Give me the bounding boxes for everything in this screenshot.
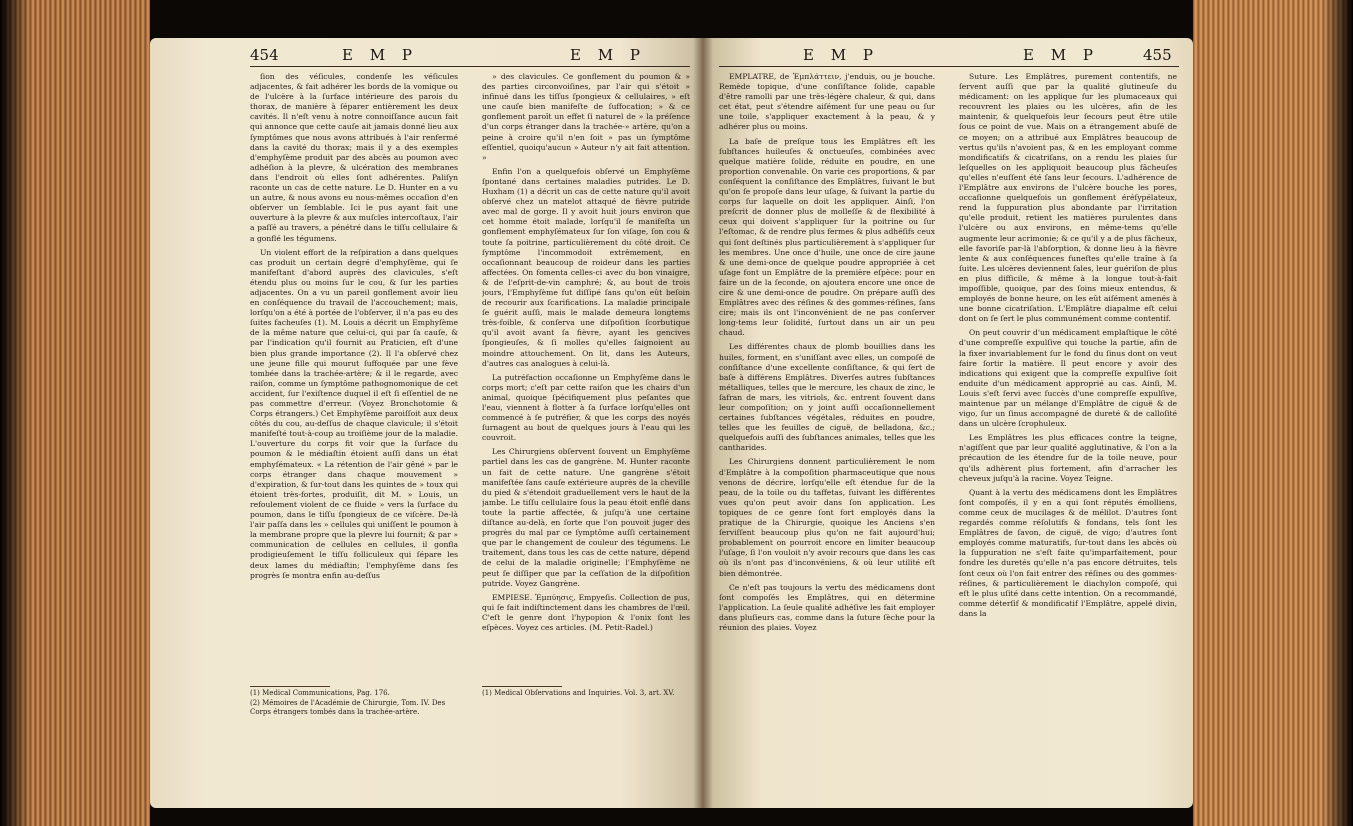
paragraph: Les Emplâtres les plus efficaces contre la teigne, n'agiſſent que par leur qualité agglutinative, & l'on a la précaution de les étendre ſur de la toile neuve, pour qu'ils adhèrent plus fortement, afin d'arracher les cheveux juſqu'à la racine. Voyez Teigne. [959,433,1177,483]
paragraph: Suture. Les Emplâtres, purement contentifs, ne ſervent auſſi que par la qualité glutineuſe du médicament: on les applique ſur les plumaceaux qui recouvrent les plaies ou les ulcères, afin de les maintenir, & quelquefois leur ſecours peut être utile ſous ce point de vue. Mais on a étrangement abuſé de ce moyen; on a attribué aux Emplâtres beaucoup de vertus qu'ils n'avoient pas, & en les employant comme mondificatifs & cicatriſans, on a rendu les plaies ſur leſquelles on les appliquoit beaucoup plus fâcheuſes qu'elles n'euſſent été ſans leur ſecours. L'adhérence de l'Emplâtre aux environs de l'ulcère bouche les pores, occaſionne quelquefois un gonflement éréſypélateux, rend la ſuppuration plus abondante par l'irritation qu'elle produit, retient les matières purulentes dans l'ulcère ou aux environs, en même-tems qu'elle augmente leur acrimonie; & ce qu'il y a de plus fâcheux, elle favoriſe par-là l'abſorption, & donne lieu à la fièvre lente & aux conſéquences funeſtes qu'elle traîne à ſa ſuite. Les ulcères deviennent ſales, leur guériſon de plus en plus difficile, & même à la longue tout-à-fait impoſſible, quoique, par des ſoins mieux entendus, & employés de bonne heure, on les eût aiſément amenés à une bonne cicatriſation. L'Emplâtre diapalme eſt celui dont on ſe ſert le plus communément comme contentif. [959,72,1177,324]
right-edge-shadow [1323,0,1353,826]
book-gutter [693,38,713,808]
paragraph: Quant à la vertu des médicamens dont les Emplâtres ſont compoſés, il y en a qui ſont réputés émolliens, comme ceux de mucilages & de mélilot. D'autres ſont regardés comme réſolutifs & fondans, tels ſont les Emplâtres de ſavon, de ciguë, de vigo; d'autres ſont employés comme maturatifs, ſur-tout dans les abcès où la ſuppuration ne s'eſt faite qu'imparfaitement, pour fondre les duretés qu'elle n'a pas encore détruites, tels ſont ceux où l'on fait entrer des réſines ou des gommes-réſines, & particulièrement le diachylon compoſé, qui eſt le plus uſité dans cette intention. On a recommandé, comme déterſif & mondificatif l'Emplâtre, appelé divin, dans la [959,487,1177,618]
paragraph: On peut couvrir d'un médicament emplaſtique le côté d'une compreſſe expulſive qui touche la partie, afin de la fixer invariablement ſur le fond du ſinus dont on veut faire ſortir la matière. Il peut encore y avoir des indications qui exigent que la compreſſe expulſive ſoit enduite d'un médicament approprié au cas. Ainſi, M. Louis s'eſt ſervi avec ſuccès d'une compreſſe expulſive, maintenue par un mélange d'Emplâtre de ciguë & de vigo, ſur un ſinus accompagné de dureté & de calloſité dans un ulcère ſcrophuleux. [959,328,1177,429]
paragraph: La putréfaction occaſionne un Emphyſème dans le corps mort; c'eſt par cette raiſon que les chairs d'un animal, quoique ſpécifiquement plus peſantes que l'eau, viennent à flotter à ſa ſurface lorſqu'elles ont commencé à ſe putréfier, & que les corps des noyés ſurnagent au bout de quelques jours à l'eau qui les couvroit. [482,372,690,443]
running-head-col2: E M P [570,46,646,64]
paragraph: La baſe de preſque tous les Emplâtres eſt les ſubſtances huileuſes & onctueuſes, combinées avec quelque matière ſolide, réduite en poudre, en une proportion convenable. On varie ces proportions, & par conſéquent la conſiſtance des Emplâtres, ſuivant le but qu'on ſe propoſe dans leur uſage, & ſuivant la partie du corps ſur laquelle on doit les appliquer. Ainſi, l'on preſcrit de donner plus de molleſſe & de flexibilité à ceux qui doivent s'appliquer ſur la poitrine ou ſur l'eſtomac, & de rendre plus fermes & plus adhéſifs ceux qui ſont deſtinés plus particulièrement à s'appliquer ſur les membres. Une once d'huile, une once de cire jaune & une demi-once de quelque poudre appropriée à cet uſage font un Emplâtre de la première eſpèce: pour en faire un de la ſeconde, on ajoutera encore une once de cire & une demi-once de poudre. On prépare auſſi des Emplâtres avec des réſines & des gommes-réſines, ſans cire; mais ils ont l'inconvénient de ne pas conſerver long-tems leur ſolidité, ſurtout dans un air un peu chaud. [719,136,935,338]
paragraph: » des clavicules. Ce gonflement du poumon & » des parties circonvoiſines, par l'air qui s'étoit » infinué dans les tiſſus ſpongieux & cellulaires, » eſt une cauſe bien manifeſte de ſuffocation; » & ce gonflement paroît un effet ſi naturel de » la préſence d'un corps étranger dans la trachée-» artère, qu'on a peine à croire qu'il n'en ſoit » pas un ſymptôme eſſentiel, quoiqu'aucun » Auteur n'y ait fait attention. » [482,72,690,162]
footnote: (1) Medical Communications, Pag. 176. [250,689,390,697]
right-page [703,38,1193,808]
left-page [150,38,703,808]
paragraph: Ce n'eſt pas toujours la vertu des médicamens dont ſont compoſés les Emplâtres, qui en détermine l'application. La ſeule qualité adhéſive les fait employer dans pluſieurs cas, comme dans la ſuture ſèche pour la réunion des plaies. Voyez [719,582,935,632]
left-column-2 [482,72,690,677]
paragraph: EMPIESE. Ἐμπύησις, Empyeſis. Collection de pus, qui ſe fait indiſtinctement dans les chambres de l'œil. C'eſt le genre dont l'hypopion & l'onix ſont les eſpèces. Voyez ces articles. (M. Petit-Radel.) [482,592,690,632]
left-footnotes-1 [250,686,460,718]
left-footnotes-2 [482,686,692,699]
right-column-1 [719,72,935,777]
paragraph: Un violent effort de la reſpiration a dans quelques cas produit un certain degré d'emphyſème, qui ſe manifeſtant d'abord auprès des clavicules, s'eſt étendu plus ou moins ſur le cou, & ſur les parties adjacentes. On a vu un pareil gonflement avoir lieu en conſéquence du travail de l'accouchement; mais, lorſqu'on a été à portée de l'obſerver, il n'a pas eu des ſuites facheuſes (1). M. Louis a décrit un Emphyſème de la même nature que celui-ci, qui par ſa cauſe, & par l'indication qu'il fournit au Praticien, eſt d'une bien plus grande importance (2). Il l'a obſervé chez une jeune fille qui mourut ſuffoquée par une fève tombée dans la trachée-artère; & il le regarde, avec raiſon, comme un ſymptôme pathognomonique de cet accident, ſur l'exiſtence duquel il eſt ſi eſſentiel de ne pas commettre d'erreur. (Voyez Bronchotomie & Corps étrangers.) Cet Emphyſème paroiſſoit aux deux côtés du cou, au-deſſus de chaque clavicule; il s'étoit manifeſté tout-à-coup au troiſième jour de la maladie. L'ouverture du corps fit voir que la ſurface du poumon & le médiaſtin étoient auſſi dans un état emphyſémateux. « La rétention de l'air gêné » par le corps étranger dans chaque mouvement » d'expiration, & ſur-tout dans les quintes de » toux qui étoient très-fortes, produiſit, dit M. » Louis, un refoulement violent de ce fluide » vers la ſurface du poumon, dans le tiſſu ſpongieux de ce viſcère. De-là l'air paſſa dans les » cellules qui uniſſent le poumon à la membrane propre que la plevre lui fournit; & par » communication de cellules en cellules, il gonfla prodigieuſement le tiſſu folliculeux qui ſépare les deux lames du médiaſtin; l'emphyſème dans ſes progrès ſe montra enfin au-deſſus [250,247,458,580]
footnote: (2) Mémoires de l'Académie de Chirurgie, Tom. IV. Des Corps étrangers tombés dans la trachée-artère. [250,699,446,716]
running-head-col2: E M P [1023,46,1099,64]
header-rule [250,66,690,67]
paragraph: Les différentes chaux de plomb bouillies dans les huiles, forment, en s'uniſſant avec elles, un compoſé de conſiſtance d'une excellente conſiſtance, & qui ſert de baſe à différens Emplâtres. Diverſes autres ſubſtances métalliques, telles que le mercure, les chaux de zinc, le ſafran de mars, les vitriols, &c. entrent ſouvent dans leur compoſition; on y joint auſſi occaſionnellement certaines ſubſtances végétales, réduites en poudre, telles que les feuilles de ciguë, de belladona, &c.; quelquefois auſſi des ſubſtances animales, telles que les cantharides. [719,342,935,453]
left-edge-shadow [0,0,30,826]
paragraph: Les Chirurgiens obſervent ſouvent un Emphyſème partiel dans les cas de gangrène. M. Hunter raconte un fait de cette nature. Une gangrène s'étoit manifeſtée ſans cauſe extérieure auprès de la cheville du pied & s'étendoit graduellement vers le haut de la jambe. Le tiſſu cellulaire ſous la peau étoit enflé dans toute la partie affectée, & juſqu'à une certaine diſtance au-delà, en ſorte que l'on pouvoit juger des progrès du mal par ce ſymptôme auſſi certainement que par le changement de couleur des tégumens. Le traitement, dans tous les cas de cette nature, dépend de celui de la maladie originelle; l'Emphyſème ne peut ſe diſſiper que par la ceſſation de la diſpoſition putride. Voyez Gangrène. [482,447,690,588]
paragraph: ſion des véſicules, condenſe les véſicules adjacentes, & fait adhérer les bords de la vomique ou de l'ulcère à la ſurface intérieure des parois du thorax, de manière à ſéparer entièrement les deux cavités. Il n'eſt venu à notre connoiſſance aucun fait qui annonce que cette cauſe ait jamais donné lieu aux ſymptômes que nous avons attribués à l'air renfermé dans la cavité du thorax; mais il y a des exemples d'emphyſème produit par des abcès au poumon avec adhéſion à la plevre, & ulcération des membranes dans l'endroit où elles ſont adhérentes. Paliſyn raconte un cas de cette nature. Le D. Hunter en a vu un autre, & nous avons eu nous-mêmes occaſion d'en obſerver un ſemblable. Ici le pus ayant fait une ouverture à la plevre & aux muſcles intercoſtaux, l'air a paſſé au travers, a pénétré dans le tiſſu cellulaire & a gonflé les tégumens. [250,72,458,243]
footnote-rule [482,686,562,687]
paragraph: Les Chirurgiens donnent particulièrement le nom d'Emplâtre à la compoſition pharmaceutique que nous venons de décrire, lorſqu'elle eſt étendue ſur de la peau, de la toile ou du taffetas, ſuivant les différentes vues qu'on peut avoir dans ſon application. Les topiques de ce genre ſont fort employés dans la pratique de la Chirurgie, quoique les Anciens s'en ſerviſſent beaucoup plus qu'on ne fait aujourd'hui; probablement on pourroit encore en limiter beaucoup l'uſage, ſi l'on vouloit n'y avoir recours que dans les cas où ils n'ont pas d'inconvéniens, & où leur utilité eſt bien démontrée. [719,457,935,578]
page-number: 455 [1143,46,1172,64]
paragraph: EMPLATRE, de Ἐμπλάττειν, j'enduis, ou je bouche. Remède topique, d'une conſiſtance ſolide, capable d'être ramolli par une très-légère chaleur, & qui, dans cet état, peut s'étendre aiſément ſur une peau ou ſur une toile, s'appliquer exactement à la peau, & y adhérer plus ou moins. [719,72,935,132]
header-rule [719,66,1179,67]
paragraph: Enfin l'on a quelquefois obſervé un Emphyſème ſpontané dans certaines maladies putrides. Le D. Huxham (1) a décrit un cas de cette nature qu'il avoit obſervé chez un matelot attaqué de fièvre putride avec mal de gorge. Il y avoit huit jours environ que cet homme étoit malade, lorſqu'il ſe manifeſta un gonflement emphyſémateux ſur ſon viſage, ſon cou & toute ſa poitrine, particulièrement du côté droit. Ce ſymptôme l'incommodoit extrêmement, en occaſionnant beaucoup de roideur dans les parties affectées. On fomenta celles-ci avec du bon vinaigre, & de l'eſprit-de-vin camphré; &, au bout de trois jours, l'Emphyſème fut diſſipé ſans qu'on eût beſoin de recourir aux ſcarifications. La maladie principale ſe guérit auſſi, mais le malade demeura longtems très-foible, & conſerva une diſpoſition ſcorbutique qu'il avoit avant ſa fièvre, ayant les gencives ſpongieuſes, & ſi molles qu'elles ſaignoient au moindre attouchement. On lit, dans les Auteurs, d'autres cas analogues à celui-là. [482,166,690,368]
running-head: E M P [342,46,418,64]
page-number: 454 [250,46,279,64]
right-column-2 [959,72,1177,777]
footnote-rule [250,686,330,687]
left-column-1 [250,72,458,677]
footnote: (1) Medical Obſervations and Inquiries. Vol. 3, art. XV. [482,689,675,697]
running-head: E M P [803,46,879,64]
